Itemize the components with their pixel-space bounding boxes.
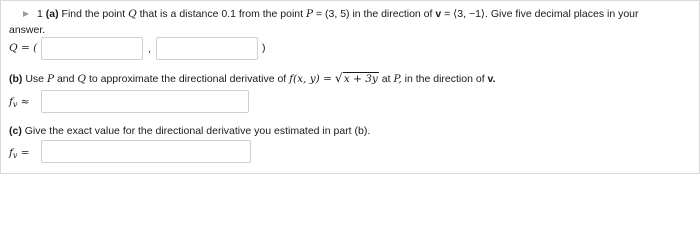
part-a-prompt-wrap: answer. — [9, 24, 46, 36]
directional-derivative-approx-input[interactable] — [41, 90, 249, 113]
part-b-prompt — [9, 73, 496, 86]
sqrt-expression — [335, 73, 379, 86]
part-a-comma: , — [148, 43, 151, 55]
q-y-input[interactable] — [156, 37, 258, 60]
q-x-input[interactable] — [41, 37, 143, 60]
part-c-text: Give the exact value for the directional derivative you estimated in part (b). — [24, 125, 371, 137]
part-a-vector: v — [435, 8, 442, 20]
part-c-equals: = — [20, 147, 30, 159]
part-a-text-4: Give five decimal places in your — [490, 8, 639, 20]
part-a-p: P — [305, 8, 314, 20]
part-b-function: f(x, y) = — [289, 73, 332, 85]
sqrt-icon: √ — [334, 71, 343, 85]
question-number: 1 — [37, 8, 43, 20]
part-b-at: at — [381, 73, 391, 85]
part-c-answer-prefix — [9, 147, 30, 162]
part-a-close-paren: ) — [262, 42, 266, 54]
part-a-p-value: = (3, 5) — [315, 8, 350, 20]
part-a-v-value: = ⟨3, −1⟩. — [444, 8, 488, 20]
directional-derivative-exact-input[interactable] — [41, 140, 251, 163]
part-b-f: f — [9, 96, 13, 108]
part-b-label: (b) — [9, 73, 23, 85]
part-a-text-2: that is a distance 0.1 from the point — [139, 8, 304, 20]
part-a-text-3: in the direction of — [352, 8, 433, 20]
part-a-q: Q — [128, 8, 137, 20]
part-b-text-2: to approximate the directional derivative of — [88, 73, 287, 85]
part-b-and: and — [56, 73, 75, 85]
part-a-text-1: Find the point — [61, 8, 126, 20]
part-c-f: f — [9, 147, 13, 159]
part-b-at-p: P, — [393, 73, 402, 85]
part-b-q: Q — [77, 73, 87, 85]
part-b-approx: ≈ — [20, 96, 30, 108]
part-b-p: P — [46, 73, 55, 85]
part-b-text-3: in the direction of — [404, 73, 485, 85]
part-c-label: (c) — [9, 125, 22, 137]
part-b-answer-prefix — [9, 96, 30, 111]
question-marker-icon — [23, 11, 29, 17]
part-a-answer-prefix: Q = ( — [9, 42, 38, 54]
part-b-vector: v. — [487, 73, 496, 85]
part-a-label: (a) — [45, 8, 59, 20]
part-a-prompt — [37, 8, 639, 21]
part-b-text-1: Use — [25, 73, 45, 85]
part-b-radicand: x + 3y — [343, 73, 378, 85]
part-c-f-sub: v — [12, 151, 18, 160]
part-c-prompt — [9, 125, 370, 138]
part-b-f-sub: v — [12, 100, 18, 109]
